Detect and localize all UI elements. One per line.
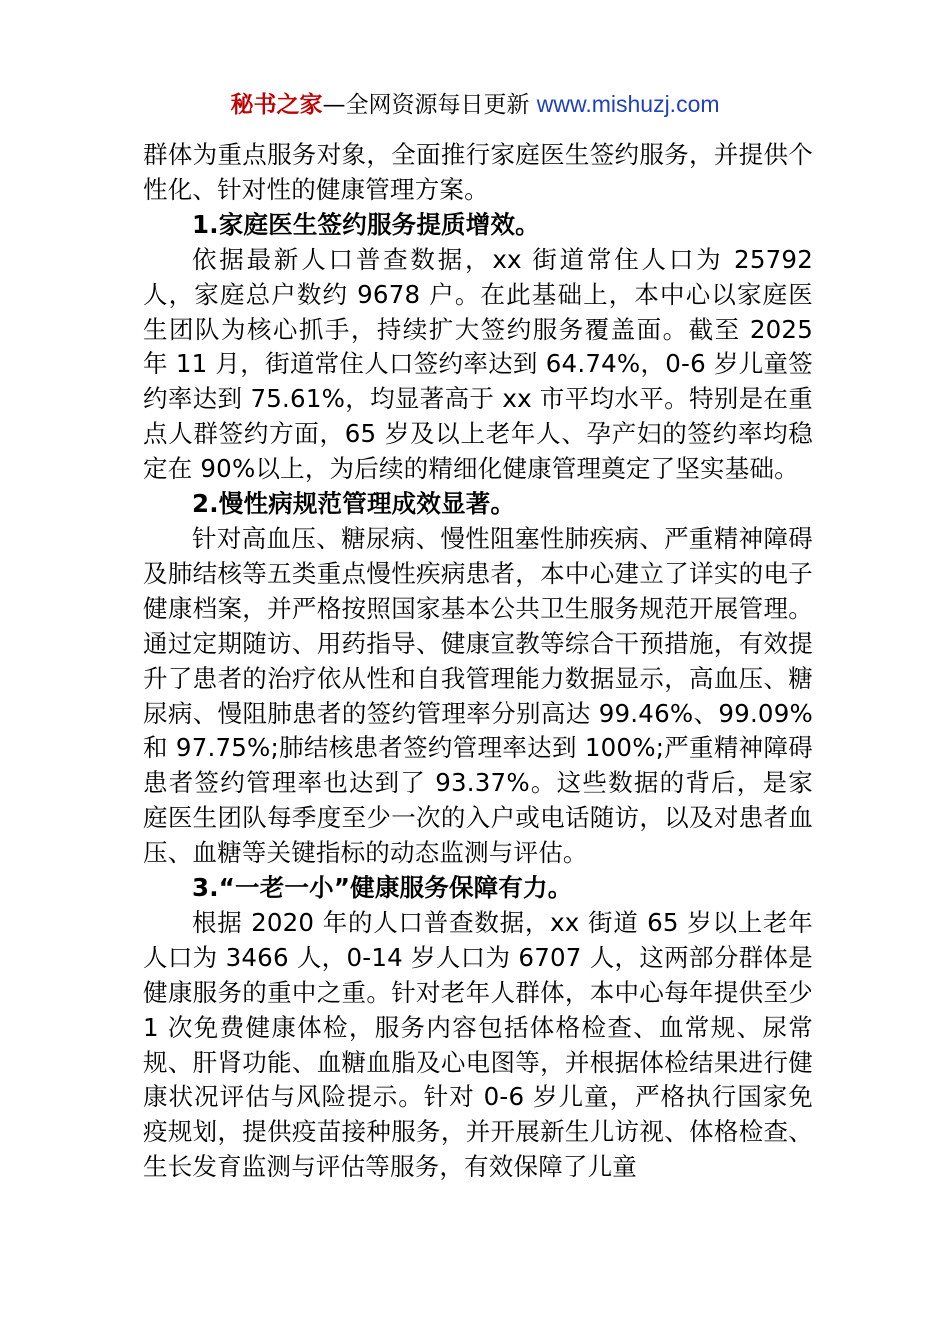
header-tagline: —全网资源每日更新 [322,92,530,118]
section-1-heading: 1.家庭医生签约服务提质增效。 [192,209,540,239]
document-body [143,138,813,1185]
page-header [0,86,950,123]
brand-name: 秘书之家 [230,92,323,118]
section-1-paragraph: 依据最新人口普查数据，xx 街道常住人口为 25792 人，家庭总户数约 9678 户。在此基础上，本中心以家庭医生团队为核心抓手，持续扩大签约服务覆盖面。截至 2025 年 11 月，街道常住人口签约率达到 64.74%，0-6 岁儿童签约率达到 75.61%，均显著高于 xx 市平均水平。特别是在重点人群签约方面，65 岁及以上老年人、孕产妇的签约率均稳定在 90%以上，为后续的精细化健康管理奠定了坚实基础。 [143,244,813,484]
section-2-paragraph: 针对高血压、糖尿病、慢性阻塞性肺疾病、严重精神障碍及肺结核等五类重点慢性疾病患者，本中心建立了详实的电子健康档案，并严格按照国家基本公共卫生服务规范开展管理。通过定期随访、用药指导、健康宣教等综合干预措施，有效提升了患者的治疗依从性和自我管理能力数据显示，高血压、糖尿病、慢阻肺患者的签约管理率分别高达 99.46%、99.09%和 97.75%;肺结核患者签约管理率达到 100%;严重精神障碍患者签约管理率也达到了 93.37%。这些数据的背后，是家庭医生团队每季度至少一次的入户或电话随访，以及对患者血压、血糖等关键指标的动态监测与评估。 [143,523,813,868]
section-3-paragraph: 根据 2020 年的人口普查数据，xx 街道 65 岁以上老年人口为 3466 人，0-14 岁人口为 6707 人，这两部分群体是健康服务的重中之重。针对老年人群体，本中心每年提供至少 1 次免费健康体检，服务内容包括体格检查、血常规、尿常规、肝肾功能、血糖血脂及心电图等，并根据体检结果进行健康状况评估与风险提示。针对 0-6 岁儿童，严格执行国家免疫规划，提供疫苗接种服务，并开展新生儿访视、体格检查、生长发育监测与评估等服务，有效保障了儿童 [143,907,813,1182]
section-3-heading: 3.“一老一小”健康服务保障有力。 [192,873,573,903]
website-link[interactable]: www.mishuzj.com [536,91,720,117]
section-2-heading: 2.慢性病规范管理成效显著。 [192,489,516,519]
intro-paragraph: 群体为重点服务对象，全面推行家庭医生签约服务，并提供个性化、针对性的健康管理方案。 [143,140,813,204]
